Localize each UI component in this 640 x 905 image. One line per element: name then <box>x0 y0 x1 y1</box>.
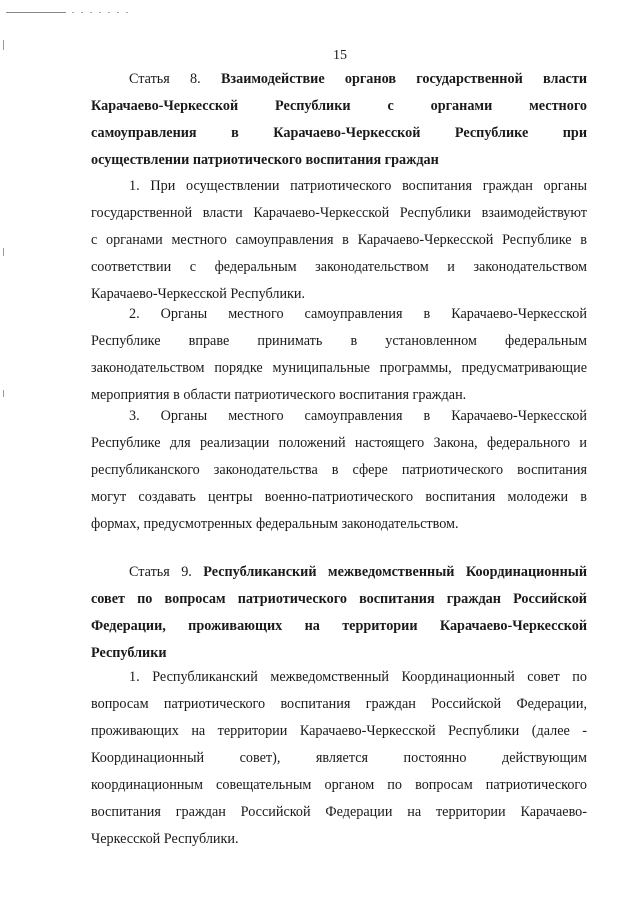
article-8-paragraph-1 <box>91 173 587 308</box>
text-line: вопросам патриотического воспитания граждан Российской Федерации, <box>91 696 587 712</box>
text-line: 3. Органы местного самоуправления в Карачаево-Черкесской <box>129 408 587 424</box>
scan-artifact-dots <box>72 12 134 13</box>
text-line: координационным совещательным органом по вопросам патриотического <box>91 777 587 793</box>
text-line: Республике вправе принимать в установленном федеральным <box>91 333 587 349</box>
heading-line: осуществлении патриотического воспитания граждан <box>91 152 439 168</box>
text-line: 1. При осуществлении патриотического воспитания граждан органы <box>129 178 587 194</box>
scan-artifact-tick <box>3 248 4 256</box>
text-line: республиканского законодательства в сфере патриотического воспитания <box>91 462 587 478</box>
text-line: 1. Республиканский межведомственный Координационный совет по <box>129 669 587 685</box>
heading-line: Статья 8. Взаимодействие органов государственной власти <box>129 71 587 87</box>
article-8-paragraph-3 <box>91 403 587 538</box>
text-line: 2. Органы местного самоуправления в Карачаево-Черкесской <box>129 306 587 322</box>
article-8-heading <box>91 66 587 174</box>
scan-artifact-line <box>6 12 66 13</box>
text-line: проживающих на территории Карачаево-Черкесской Республики (далее - <box>91 723 587 739</box>
text-line: Карачаево-Черкесской Республики. <box>91 286 306 302</box>
article-9-heading <box>91 559 587 667</box>
text-line: Черкесской Республики. <box>91 831 239 847</box>
article-8-paragraph-2 <box>91 301 587 409</box>
text-line: Республике для реализации положений настоящего Закона, федерального и <box>91 435 587 451</box>
heading-line: самоуправления в Карачаево-Черкесской Республике при <box>91 125 587 141</box>
text-line: с органами местного самоуправления в Карачаево-Черкесской Республике в <box>91 232 587 248</box>
scan-artifact-tick <box>3 390 4 397</box>
heading-line: Карачаево-Черкесской Республики с органами местного <box>91 98 587 114</box>
text-line: мероприятия в области патриотического воспитания граждан. <box>91 387 467 403</box>
page-number: 15 <box>333 48 347 63</box>
heading-line: Республики <box>91 645 167 661</box>
heading-line: Статья 9. Республиканский межведомственный Координационный <box>129 564 587 580</box>
article-9-paragraph-1 <box>91 664 587 853</box>
text-line: воспитания граждан Российской Федерации на территории Карачаево- <box>91 804 587 820</box>
text-line: могут создавать центры военно-патриотического воспитания молодежи в <box>91 489 587 505</box>
text-line: законодательством порядке муниципальные программы, предусматривающие <box>91 360 587 376</box>
text-line: Координационный совет), является постоянно действующим <box>91 750 587 766</box>
heading-line: совет по вопросам патриотического воспитания граждан Российской <box>91 591 587 607</box>
heading-line: Федерации, проживающих на территории Карачаево-Черкесской <box>91 618 587 634</box>
text-line: государственной власти Карачаево-Черкесской Республики взаимодействуют <box>91 205 587 221</box>
text-line: соответствии с федеральным законодательством и законодательством <box>91 259 587 275</box>
text-line: формах, предусмотренных федеральным законодательством. <box>91 516 459 532</box>
